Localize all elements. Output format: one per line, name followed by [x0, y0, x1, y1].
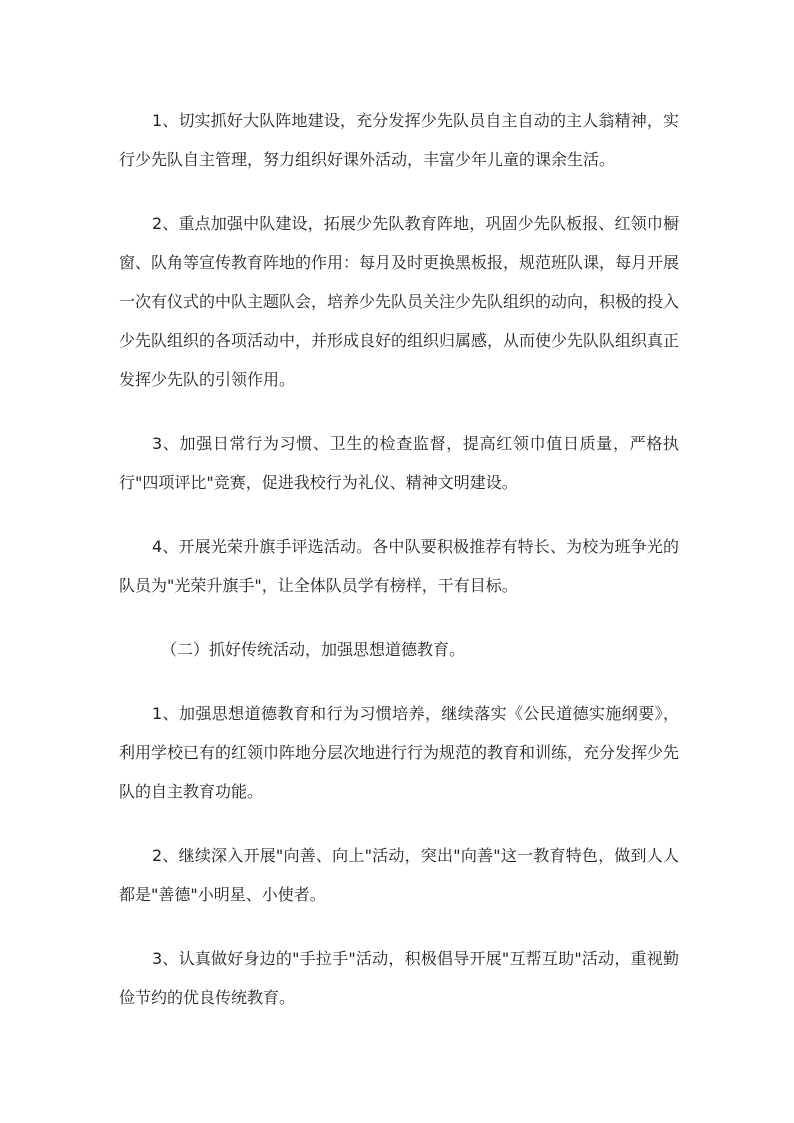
- paragraph-7: 3、认真做好身边的"手拉手"活动，积极倡导开展"互帮互助"活动，重视勤俭节约的优良传统教育。: [119, 949, 679, 1007]
- paragraph-2: 2、重点加强中队建设，拓展少先队教育阵地，巩固少先队板报、红领巾橱窗、队角等宣传教育阵地的作用：每月及时更换黑板报，规范班队课，每月开展一次有仪式的中队主题队会，培养少先队员关注少先队组织的动向，积极的投入少先队组织的各项活动中，并形成良好的组织归属感，从而使少先队队组织真正发挥少先队的引领作用。: [119, 214, 680, 389]
- section-heading: （二）抓好传统活动，加强思想道德教育。: [161, 640, 466, 659]
- document-body: [119, 101, 679, 1042]
- paragraph-1: 1、切实抓好大队阵地建设，充分发挥少先队员自主自动的主人翁精神，实行少先队自主管理，努力组织好课外活动，丰富少年儿童的课余生活。: [119, 111, 679, 169]
- paragraph-5: 1、加强思想道德教育和行为习惯培养，继续落实《公民道德实施纲要》，利用学校已有的红领巾阵地分层次地进行行为规范的教育和训练，充分发挥少先队的自主教育功能。: [119, 704, 680, 801]
- paragraph-6: 2、继续深入开展"向善、向上"活动，突出"向善"这一教育特色，做到人人都是"善德"小明星、小使者。: [119, 846, 679, 904]
- paragraph-3: 3、加强日常行为习惯、卫生的检查监督，提高红领巾值日质量，严格执行"四项评比"竞赛，促进我校行为礼仪、精神文明建设。: [119, 434, 679, 492]
- paragraph-4: 4、开展光荣升旗手评选活动。各中队要积极推荐有特长、为校为班争光的队员为"光荣升旗手"，让全体队员学有榜样，干有目标。: [119, 537, 679, 595]
